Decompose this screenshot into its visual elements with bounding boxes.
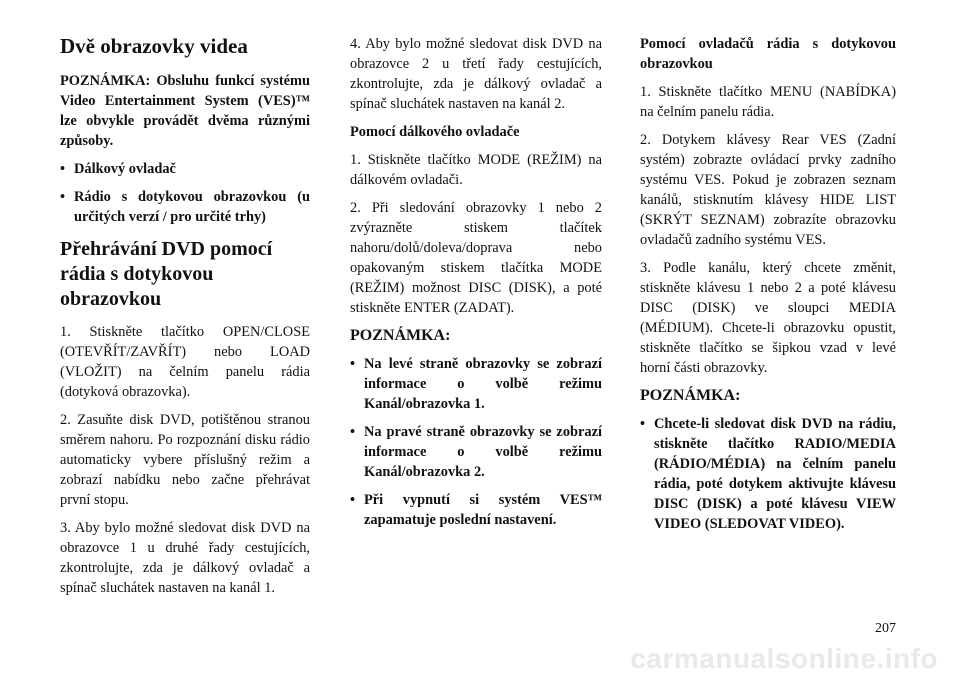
- bullet-icon: •: [350, 424, 356, 440]
- list-item: • Při vypnutí si systém VES™ zapamatuje poslední nastavení.: [350, 492, 602, 528]
- bullet-icon: •: [350, 356, 356, 372]
- page-title: Dvě obrazovky videa: [60, 34, 248, 58]
- bullet-icon: •: [60, 161, 66, 178]
- step-paragraph: 1. Stiskněte tlačítko OPEN/CLOSE (OTEVŘÍT/ZAVŘÍT) nebo LOAD (VLOŽIT) na čelním panelu rádia (dotyková obrazovka).: [60, 324, 310, 401]
- remote-heading: Pomocí dálkového ovladače: [350, 124, 520, 140]
- watermark: carmanualsonline.info: [630, 643, 938, 674]
- step-paragraph: 3. Podle kanálu, který chcete změnit, stiskněte klávesu 1 nebo 2 a poté klávesu DISC (DISK) ve sloupci MEDIA (MÉDIUM). Chcete-li obrazovku opustit, stiskněte tlačítko se šipkou vzad v levé horní části obrazovky.: [640, 260, 896, 376]
- note-paragraph: POZNÁMKA: Obsluhu funkcí systému Video Entertainment System (VES)™ lze obvykle provádět dvěma různými způsoby.: [60, 73, 310, 150]
- radio-heading: Pomocí ovladačů rádia s dotykovou obrazovkou: [640, 36, 896, 72]
- step-paragraph: 2. Zasuňte disk DVD, potištěnou stranou směrem nahoru. Po rozpoznání disku rádio automaticky vybere příslušný režim a zobrazí nabídku nebo začne přehrávat první stopu.: [60, 412, 310, 509]
- bullet-icon: •: [350, 492, 356, 508]
- step-paragraph: 4. Aby bylo možné sledovat disk DVD na obrazovce 2 u třetí řady cestujících, zkontrolujte, zda je dálkový ovladač a spínač sluchátek nastaven na kanál 2.: [350, 36, 602, 112]
- list-item: • Rádio s dotykovou obrazovkou (u určitých verzí / pro určité trhy): [60, 189, 310, 226]
- list-item: • Na levé straně obrazovky se zobrazí informace o volbě režimu Kanál/obrazovka 1.: [350, 356, 602, 412]
- column-left: [60, 34, 310, 606]
- note-list: [640, 414, 896, 534]
- list-item: • Na pravé straně obrazovky se zobrazí informace o volbě režimu Kanál/obrazovka 2.: [350, 424, 602, 480]
- step-paragraph: 2. Při sledování obrazovky 1 nebo 2 zvýrazněte stiskem tlačítek nahoru/dolů/doleva/doprava nebo opakovaným stiskem tlačítka MODE (REŽIM) možnost DISC (DISK), a poté stiskněte ENTER (ZADAT).: [350, 200, 602, 316]
- step-paragraph: 1. Stiskněte tlačítko MODE (REŽIM) na dálkovém ovladači.: [350, 152, 602, 188]
- column-middle: [350, 34, 602, 538]
- section-title: Přehrávání DVD pomocí rádia s dotykovou obrazovkou: [60, 238, 273, 311]
- step-paragraph: 2. Dotykem klávesy Rear VES (Zadní systém) zobrazte ovládací prvky zadního systému VES. Pokud je zobrazen seznam kanálů, stisknutím klávesy HIDE LIST (SKRÝT SEZNAM) zobrazíte obrazovku ovladačů zadního systému VES.: [640, 132, 896, 248]
- list-item: • Chcete-li sledovat disk DVD na rádiu, stiskněte tlačítko RADIO/MEDIA (RÁDIO/MÉDIA) na čelním panelu rádia, poté dotykem aktivujte klávesu DISC (DISK) a poté klávesu VIEW VIDEO (SLEDOVAT VIDEO).: [640, 416, 896, 532]
- note-heading: POZNÁMKA:: [640, 387, 741, 404]
- bullet-icon: •: [60, 189, 66, 206]
- list-item: • Dálkový ovladač: [60, 161, 176, 178]
- column-right: [640, 34, 896, 542]
- note-heading: POZNÁMKA:: [350, 327, 451, 344]
- control-methods-list: [60, 159, 310, 227]
- page-number: 207: [875, 621, 896, 636]
- note-list: [350, 354, 602, 530]
- bullet-icon: •: [640, 416, 646, 432]
- step-paragraph: 1. Stiskněte tlačítko MENU (NABÍDKA) na čelním panelu rádia.: [640, 84, 896, 120]
- step-paragraph: 3. Aby bylo možné sledovat disk DVD na obrazovce 1 u druhé řady cestujících, zkontrolujte, zda je dálkový ovladač a spínač sluchátek nastaven na kanál 1.: [60, 520, 310, 597]
